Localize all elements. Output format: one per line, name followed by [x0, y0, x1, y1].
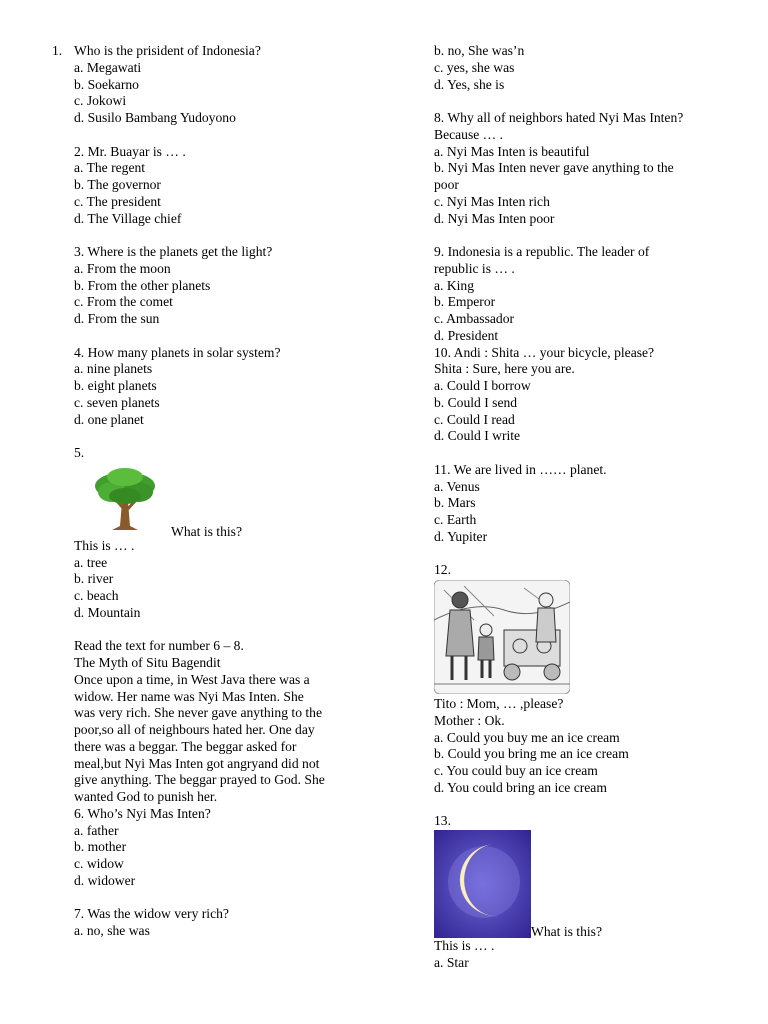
option-a: a. no, she was [74, 923, 150, 938]
option-a: a. The regent [74, 160, 146, 176]
question-stem: This is … . [74, 537, 135, 553]
question-11 [434, 462, 734, 546]
reading-instruction: Read the text for number 6 – 8. [74, 638, 244, 654]
question-8 [434, 110, 734, 227]
question-9 [434, 244, 734, 345]
option-d: d. The Village chief [74, 210, 182, 226]
question-text: 2. Mr. Buayar is … . [74, 143, 186, 159]
option-a: a. Could I borrow [434, 378, 531, 393]
option-a: a. Nyi Mas Inten is beautiful [434, 143, 590, 159]
option-b: b. Emperor [434, 294, 496, 310]
story-line: there was a beggar. The beggar asked for [74, 738, 297, 754]
option-c: c. Nyi Mas Inten rich [434, 193, 550, 209]
option-d: d. Could I write [434, 428, 521, 444]
option-d: d. Susilo Bambang Yudoyono [74, 110, 236, 125]
dialog-line: 10. Andi : Shita … your bicycle, please? [434, 344, 655, 360]
story-line: Once upon a time, in West Java there was a [74, 671, 310, 687]
option-b: b. Soekarno [74, 76, 139, 92]
question-text: 9. Indonesia is a republic. The leader of [434, 244, 650, 259]
option-a: a. Venus [434, 478, 480, 494]
moon-picture-row [434, 830, 734, 938]
picture-caption: What is this? [531, 924, 602, 940]
question-number: 5. [74, 445, 85, 460]
option-c: c. seven planets [74, 394, 160, 410]
option-b: b. Nyi Mas Inten never gave anything to the [434, 160, 674, 176]
option-b: b. The governor [74, 177, 161, 192]
option-c: c. yes, she was [434, 59, 515, 75]
option-d: d. Nyi Mas Inten poor [434, 210, 555, 226]
question-2 [52, 144, 368, 228]
moon-image [434, 830, 531, 938]
question-text: 3. Where is the planets get the light? [74, 244, 273, 259]
story-line: wanted God to punish her. [74, 789, 218, 804]
question-1 [52, 43, 368, 127]
option-d: d. You could bring an ice cream [434, 779, 607, 795]
option-b: b. mother [74, 839, 127, 855]
option-c: c. Jokowi [74, 93, 127, 109]
option-a: a. father [74, 822, 119, 838]
question-number: 12. [434, 562, 451, 578]
tree-picture-row [74, 462, 368, 538]
option-a: a. From the moon [74, 260, 171, 276]
question-4 [52, 345, 368, 429]
question-6 [52, 806, 368, 890]
question-text: 6. Who’s Nyi Mas Inten? [74, 805, 211, 821]
question-text-wrap: republic is … . [434, 260, 515, 276]
question-number: 1. [52, 43, 63, 58]
question-7-continued [434, 43, 734, 93]
story-line: widow. Her name was Nyi Mas Inten. She [74, 688, 304, 704]
option-c: c. You could buy an ice cream [434, 763, 598, 778]
story-line: meal,but Nyi Mas Inten got angryand did not [74, 755, 320, 771]
story-title: The Myth of Situ Bagendit [74, 655, 221, 670]
question-3 [52, 244, 368, 328]
option-a: a. King [434, 277, 475, 293]
option-b: b. Could you bring me an ice cream [434, 746, 629, 762]
ice-cream-scene-image [434, 580, 570, 694]
question-stem: Because … . [434, 126, 504, 142]
question-12 [434, 562, 734, 796]
dialog-line: Mother : Ok. [434, 712, 505, 728]
option-a: a. Megawati [74, 59, 142, 75]
option-d: d. widower [74, 872, 136, 888]
option-c: c. Could I read [434, 411, 515, 427]
option-c: c. The president [74, 193, 161, 209]
question-text: 11. We are lived in …… planet. [434, 461, 607, 477]
story-line: give anything. The beggar prayed to God. She [74, 772, 325, 788]
story-line: poor,so all of neighbours hated her. One day [74, 722, 315, 737]
question-text: 8. Why all of neighbors hated Nyi Mas Inten? [434, 110, 684, 125]
option-d: d. Yupiter [434, 528, 488, 544]
option-b-wrap: poor [434, 177, 459, 192]
option-c: c. Ambassador [434, 311, 515, 326]
option-c: c. Earth [434, 512, 477, 527]
option-a: a. Could you buy me an ice cream [434, 729, 620, 745]
question-text: Who is the prisident of Indonesia? [74, 43, 261, 58]
story-line: was very rich. She never gave anything to the [74, 705, 323, 721]
right-column [434, 43, 734, 972]
option-d: d. President [434, 327, 499, 343]
question-number: 13. [434, 813, 451, 829]
question-stem: This is … . [434, 938, 495, 953]
question-5 [52, 445, 368, 622]
dialog-line: Tito : Mom, … ,please? [434, 696, 564, 711]
option-d: d. one planet [74, 411, 144, 427]
option-b: b. river [74, 571, 114, 587]
option-a: a. Star [434, 954, 469, 970]
option-c: c. beach [74, 588, 119, 603]
reading-passage [52, 638, 368, 806]
option-c: c. From the comet [74, 294, 173, 310]
option-a: a. tree [74, 554, 108, 570]
option-b: b. From the other planets [74, 277, 211, 293]
question-13 [434, 813, 734, 971]
picture-caption: What is this? [171, 524, 242, 539]
dialog-line: Shita : Sure, here you are. [434, 361, 575, 377]
option-b: b. no, She was’n [434, 43, 525, 58]
question-text: 4. How many planets in solar system? [74, 344, 281, 360]
question-text: 7. Was the widow very rich? [74, 906, 229, 922]
tree-image [92, 466, 158, 532]
question-10 [434, 345, 734, 446]
option-b: b. Could I send [434, 394, 518, 410]
option-d: d. From the sun [74, 311, 160, 326]
question-7 [52, 906, 368, 940]
option-d: d. Mountain [74, 604, 141, 620]
option-d: d. Yes, she is [434, 76, 505, 92]
option-b: b. eight planets [74, 378, 157, 393]
option-b: b. Mars [434, 495, 476, 511]
option-c: c. widow [74, 856, 124, 871]
left-column [52, 43, 368, 940]
ice-cream-scene-wrap [434, 580, 734, 694]
option-a: a. nine planets [74, 361, 153, 377]
